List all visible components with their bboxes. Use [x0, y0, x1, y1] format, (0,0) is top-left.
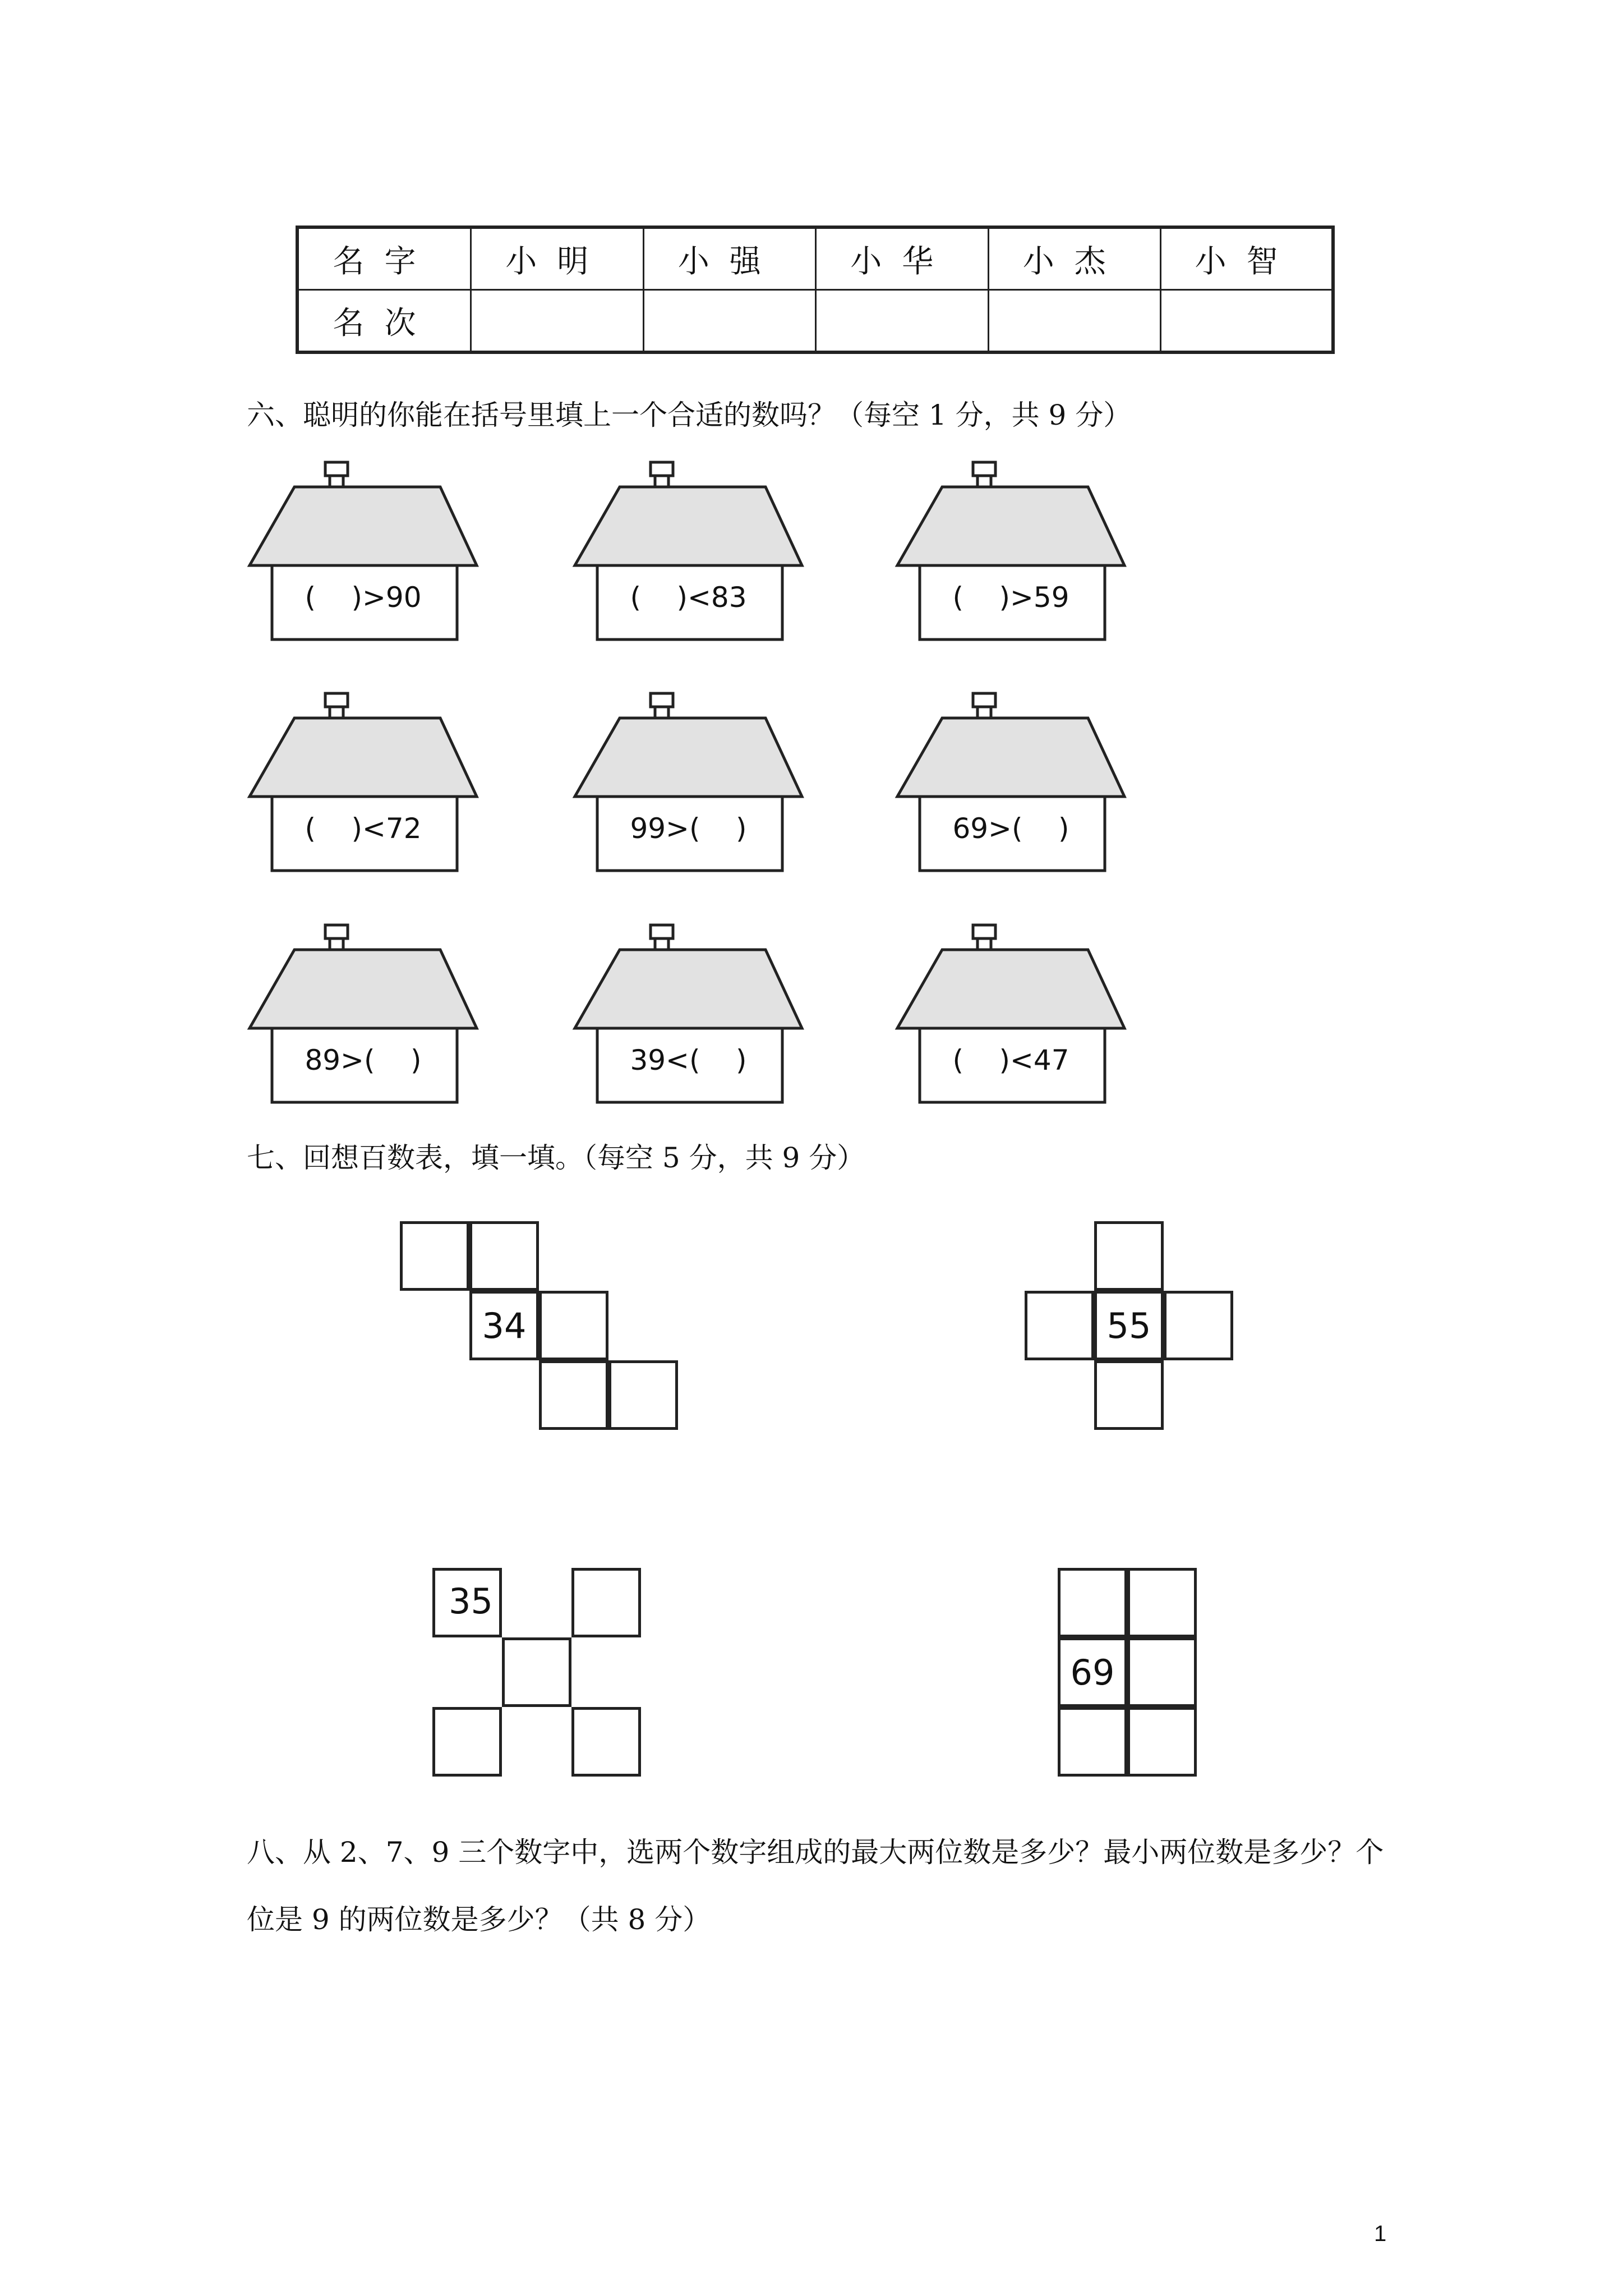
- section6-heading: 六、聪明的你能在括号里填上一个合适的数吗？（每空 1 分，共 9 分）: [247, 399, 1132, 431]
- grid-cell[interactable]: [571, 1568, 641, 1637]
- table-cell-rank[interactable]: [643, 290, 816, 353]
- house-expression[interactable]: ( )<47: [952, 1044, 1069, 1076]
- section8-question-line2: 位是 9 的两位数是多少？（共 8 分）: [247, 1903, 711, 1936]
- table-cell-rank[interactable]: [816, 290, 989, 353]
- table-cell-rank[interactable]: [988, 290, 1161, 353]
- house-problem: [895, 923, 1130, 1116]
- grid-cell[interactable]: [469, 1221, 539, 1291]
- grid-cell-given: 35: [432, 1568, 502, 1637]
- grid-cell-given: 55: [1094, 1291, 1164, 1360]
- grid-cell[interactable]: [571, 1707, 641, 1777]
- table-header-cell: 名字: [297, 227, 471, 290]
- table-cell-rank[interactable]: [471, 290, 644, 353]
- ranking-table: [296, 226, 1335, 354]
- table-header-cell: 名次: [297, 290, 471, 353]
- house-expression[interactable]: 39<( ): [630, 1044, 747, 1076]
- table-row: [297, 227, 1333, 290]
- table-cell-name: 小智: [1161, 227, 1334, 290]
- grid-cell[interactable]: [1025, 1291, 1094, 1360]
- house-problem: [895, 691, 1130, 885]
- grid-cell[interactable]: [1127, 1637, 1197, 1707]
- grid-cell-given: 69: [1058, 1637, 1127, 1707]
- house-expression[interactable]: ( )>90: [305, 581, 422, 614]
- house-problem: [247, 923, 482, 1116]
- house-expression[interactable]: 99>( ): [630, 812, 747, 845]
- table-row: [297, 290, 1333, 353]
- grid-cell[interactable]: [1058, 1707, 1127, 1777]
- house-problem: [572, 460, 808, 654]
- house-expression[interactable]: ( )>59: [952, 581, 1069, 614]
- grid-cell[interactable]: [502, 1637, 571, 1707]
- house-expression[interactable]: 69>( ): [952, 812, 1069, 845]
- grid-cell[interactable]: [1094, 1360, 1164, 1430]
- house-expression[interactable]: ( )<83: [630, 581, 747, 614]
- grid-cell[interactable]: [1164, 1291, 1233, 1360]
- table-cell-name: 小明: [471, 227, 644, 290]
- grid-cell[interactable]: [1127, 1707, 1197, 1777]
- house-problem: [572, 691, 808, 885]
- grid-cell-given: 34: [469, 1291, 539, 1360]
- grid-cell[interactable]: [539, 1360, 608, 1430]
- table-cell-name: 小强: [643, 227, 816, 290]
- house-problem: [895, 460, 1130, 654]
- page-number: 1: [1374, 2221, 1387, 2246]
- section8-question-line1: 八、从 2、7、9 三个数字中，选两个数字组成的最大两位数是多少？最小两位数是多少？个: [247, 1836, 1384, 1869]
- section7-heading: 七、回想百数表，填一填。（每空 5 分，共 9 分）: [247, 1142, 865, 1174]
- table-cell-name: 小杰: [988, 227, 1161, 290]
- grid-cell[interactable]: [608, 1360, 678, 1430]
- house-problem: [247, 460, 482, 654]
- house-problem: [572, 923, 808, 1116]
- grid-cell[interactable]: [1058, 1568, 1127, 1637]
- grid-cell[interactable]: [539, 1291, 608, 1360]
- table-cell-rank[interactable]: [1161, 290, 1334, 353]
- grid-cell[interactable]: [1094, 1221, 1164, 1291]
- table-cell-name: 小华: [816, 227, 989, 290]
- house-problem: [247, 691, 482, 885]
- house-expression[interactable]: 89>( ): [305, 1044, 422, 1076]
- house-expression[interactable]: ( )<72: [305, 812, 422, 845]
- grid-cell[interactable]: [1127, 1568, 1197, 1637]
- grid-cell[interactable]: [400, 1221, 469, 1291]
- grid-cell[interactable]: [432, 1707, 502, 1777]
